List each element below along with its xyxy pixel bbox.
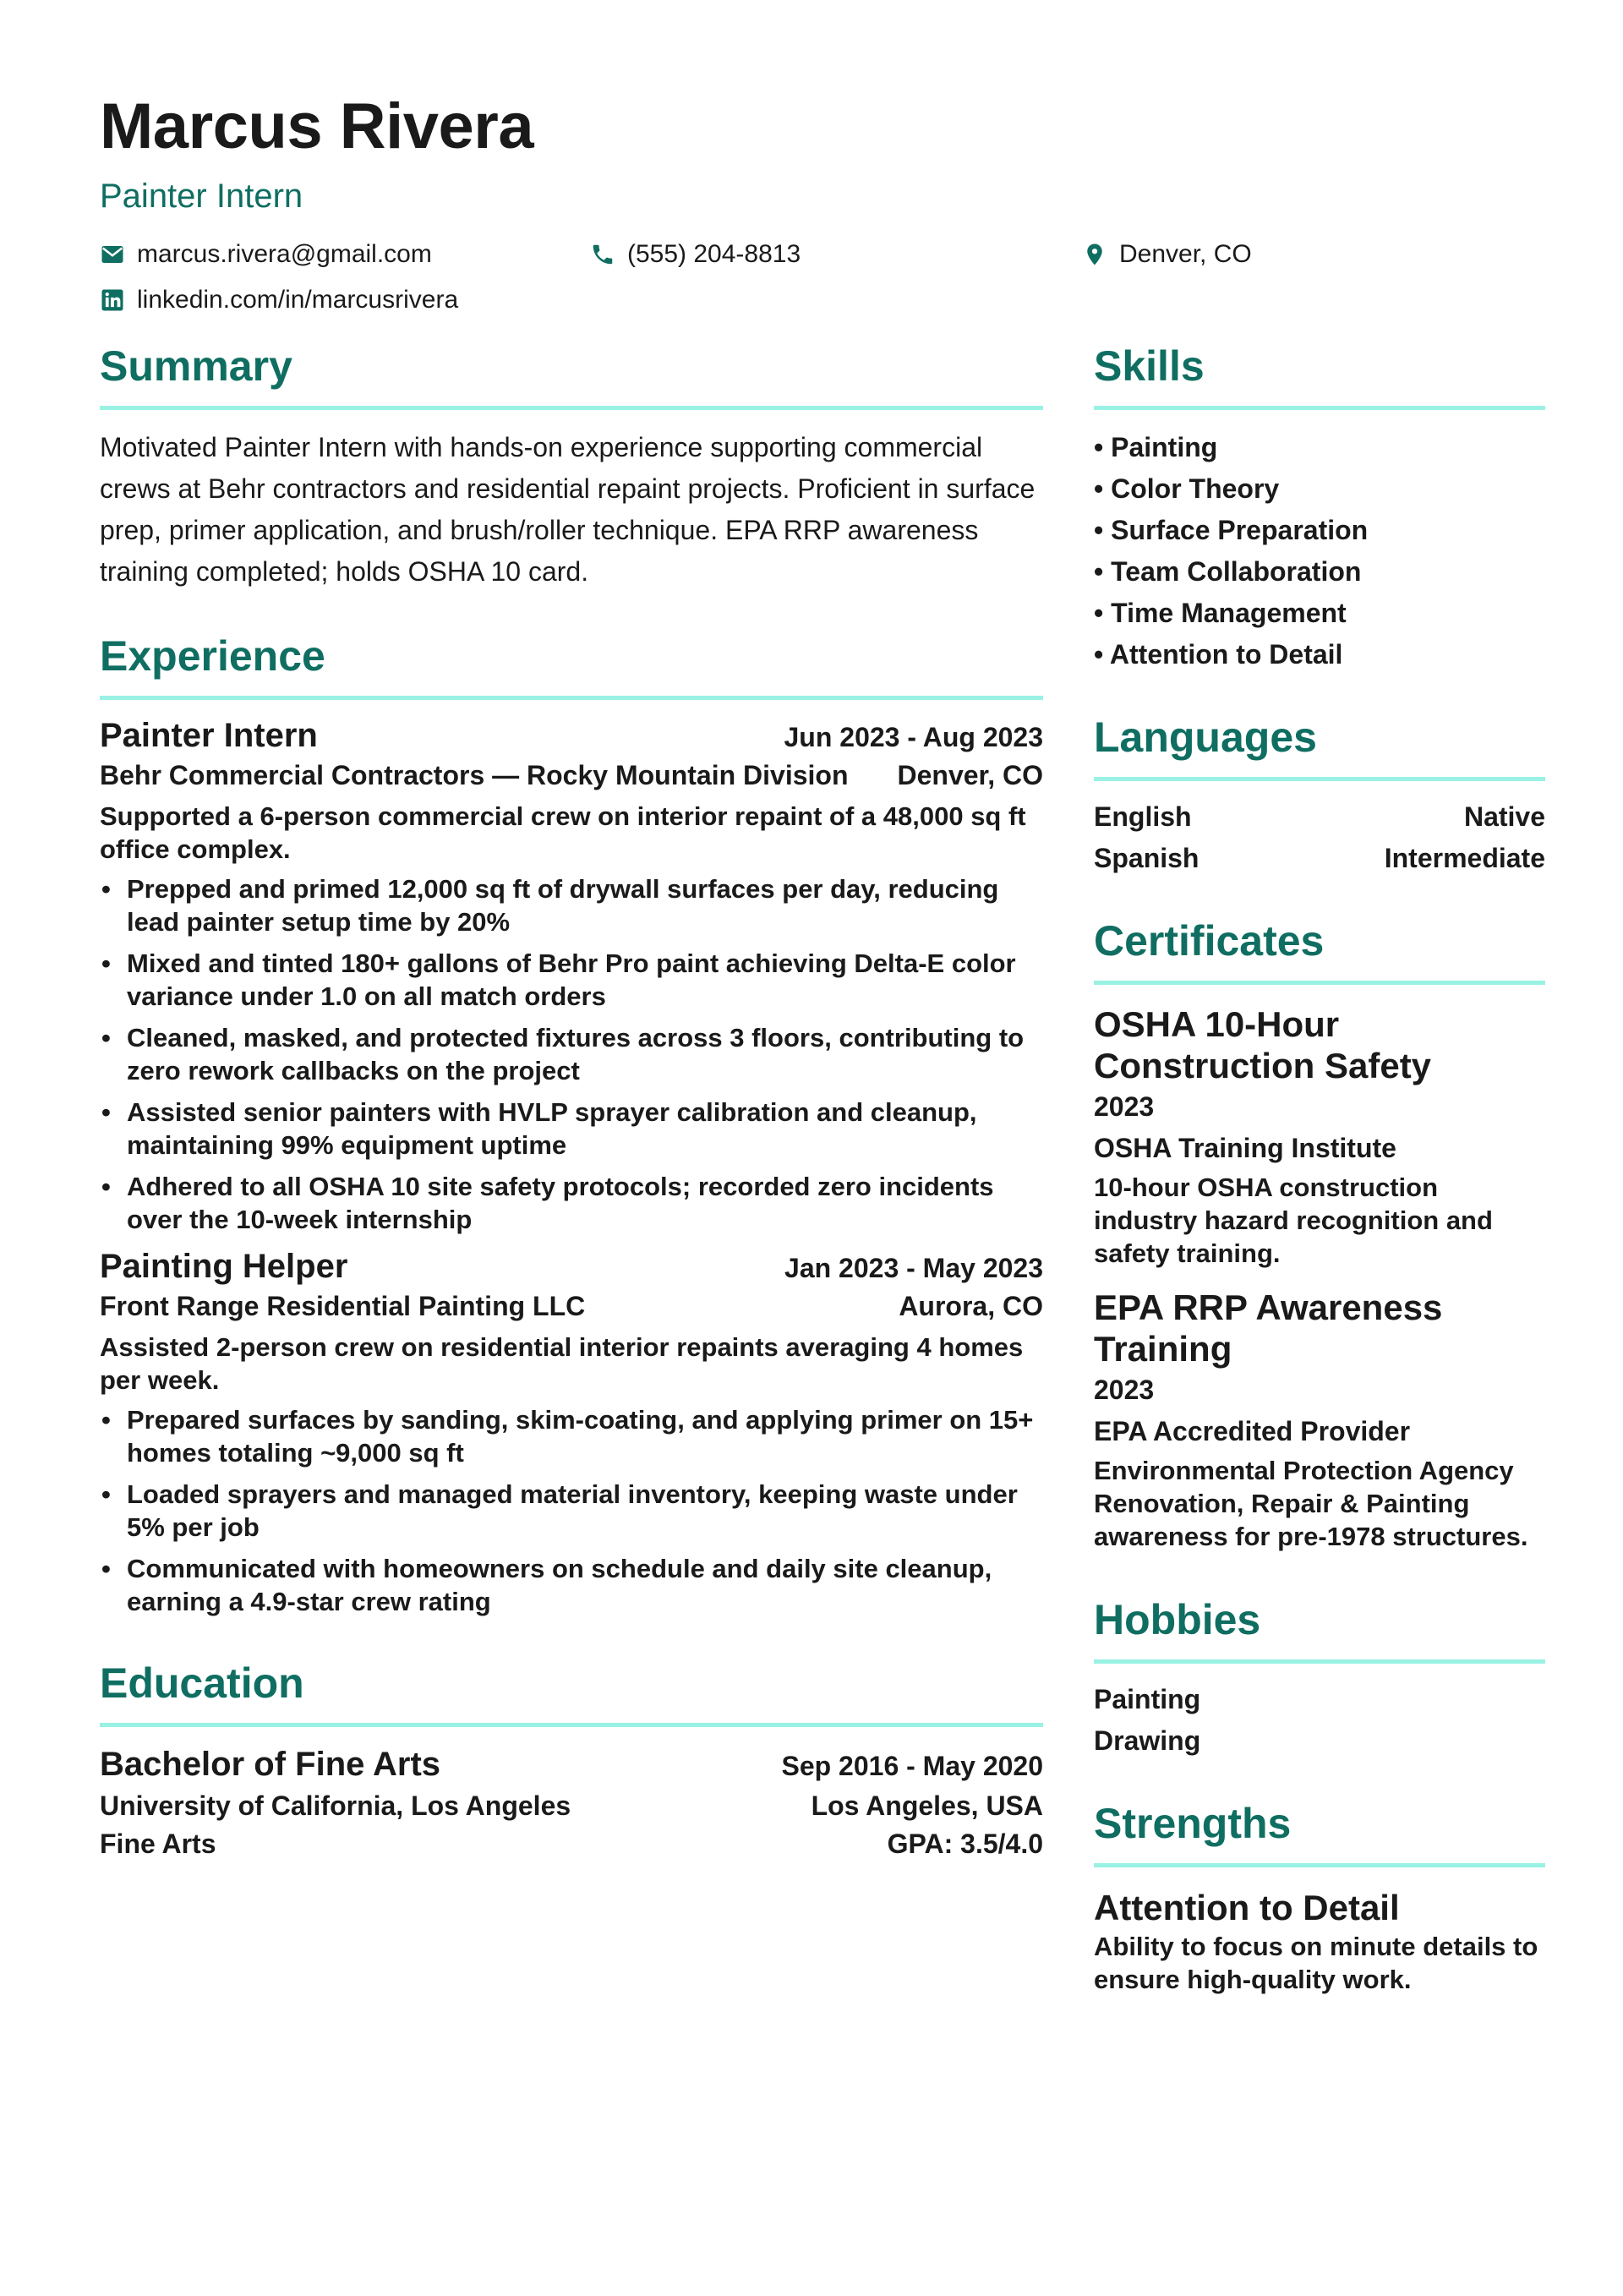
contact-info [100,227,1623,320]
language-item [1094,796,1545,838]
job-title: Painter Intern [100,717,318,754]
summary-section [100,342,1043,593]
job-description: Assisted 2-person crew on residential interior repaints averaging 4 homes per week. [100,1332,1024,1395]
email-contact[interactable] [100,240,432,269]
skill-item: • Surface Preparation [1094,515,1369,545]
job-location: Aurora, CO [899,1291,1043,1321]
certificate-description: 10-hour OSHA construction industry hazard recognition and safety training. [1094,1173,1493,1268]
education-section [100,1659,1043,1860]
job-bullet: • Prepped and primed 12,000 sq ft of drywall surfaces per day, reducing lead painter setup time by 20% [127,872,1043,938]
languages-heading: Languages [1094,716,1545,781]
education-entry [100,1746,1043,1860]
location-text: Denver, CO [1119,240,1252,268]
phone-icon [590,242,615,267]
strength-title: Attention to Detail [1094,1888,1400,1927]
skill-item: • Color Theory [1094,473,1280,504]
degree: Bachelor of Fine Arts [100,1746,441,1783]
certificate-year: 2023 [1094,1375,1155,1405]
linkedin-contact[interactable] [100,286,458,314]
job-bullet: • Cleaned, masked, and protected fixtures across 3 floors, contributing to zero rework callbacks on the project [127,1021,1043,1087]
job-dates: Jan 2023 - May 2023 [784,1253,1043,1283]
candidate-name: Marcus Rivera [100,90,534,162]
linkedin-icon [100,287,125,313]
field-of-study: Fine Arts [100,1829,216,1859]
job-bullet: • Communicated with homeowners on schedule and daily site cleanup, earning a 4.9-star crew rating [127,1552,1043,1618]
job-description: Supported a 6-person commercial crew on interior repaint of a 48,000 sq ft office complex. [100,801,1026,864]
envelope-icon [100,242,125,267]
certificate-issuer: EPA Accredited Provider [1094,1416,1411,1446]
language-name: English [1094,801,1192,832]
skills-heading: Skills [1094,345,1545,410]
job-dates: Jun 2023 - Aug 2023 [784,722,1043,752]
job-bullet: • Mixed and tinted 180+ gallons of Behr Pro paint achieving Delta-E color variance under 1.0 on all match orders [127,947,1043,1013]
summary-text: Motivated Painter Intern with hands-on experience supporting commercial crews at Behr contractors and residential repaint projects. Proficient in surface prep, primer application, and brush/roller technique. EPA RRP awareness training completed; holds OSHA 10 card. [100,432,1036,587]
certificate-issuer: OSHA Training Institute [1094,1133,1396,1163]
job-bullet: • Prepared surfaces by sanding, skim-coating, and applying primer on 15+ homes totaling ~9,000 sq ft [127,1403,1043,1469]
language-item [1094,838,1545,879]
school: University of California, Los Angeles [100,1790,571,1821]
certificate-name: EPA RRP Awareness Training [1094,1287,1443,1369]
hobbies-list [1094,1679,1545,1762]
job-bullet: • Assisted senior painters with HVLP sprayer calibration and cleanup, maintaining 99% equipment uptime [127,1096,1043,1162]
job-bullets [100,1403,1043,1618]
hobby-item: Painting [1094,1684,1201,1714]
certificate-item [1094,1003,1545,1270]
main-column [100,342,1043,1860]
strength-item [1094,1886,1545,1996]
sidebar-column [1094,342,1545,1996]
map-pin-icon [1082,242,1107,267]
education-dates: Sep 2016 - May 2020 [781,1751,1043,1781]
skills-section [1094,342,1545,675]
phone-text: (555) 204-8813 [627,240,801,268]
phone-contact[interactable] [590,240,801,269]
hobbies-heading: Hobbies [1094,1599,1545,1664]
certificates-section [1094,917,1545,1553]
strengths-section [1094,1802,1545,1996]
language-name: Spanish [1094,843,1199,873]
job-title: Painting Helper [100,1248,348,1285]
job-entry [100,1248,1043,1618]
education-heading: Education [100,1662,1043,1727]
language-level: Intermediate [1384,843,1545,873]
linkedin-text: linkedin.com/in/marcusrivera [137,286,459,314]
job-location: Denver, CO [897,760,1043,790]
certificate-description: Environmental Protection Agency Renovation, Repair & Painting awareness for pre-1978 structures. [1094,1456,1528,1551]
strengths-heading: Strengths [1094,1802,1545,1867]
location-contact [1082,240,1252,269]
email-text: marcus.rivera@gmail.com [137,240,432,268]
skill-item: • Team Collaboration [1094,556,1362,587]
gpa: GPA: 3.5/4.0 [887,1829,1043,1859]
certificate-item [1094,1287,1545,1553]
certificate-name: OSHA 10-Hour Construction Safety [1094,1004,1432,1085]
strength-description: Ability to focus on minute details to ensure high-quality work. [1094,1932,1538,1994]
job-bullets [100,872,1043,1236]
school-location: Los Angeles, USA [811,1790,1043,1821]
experience-heading: Experience [100,635,1043,700]
language-level: Native [1463,801,1545,832]
job-company: Front Range Residential Painting LLC [100,1291,586,1321]
hobby-item: Drawing [1094,1725,1201,1756]
job-company: Behr Commercial Contractors — Rocky Mountain Division [100,760,849,790]
job-bullet: • Adhered to all OSHA 10 site safety protocols; recorded zero incidents over the 10-week internship [127,1170,1043,1236]
skill-item: • Painting [1094,432,1218,462]
candidate-title: Painter Intern [100,178,303,215]
certificate-year: 2023 [1094,1091,1155,1122]
summary-heading: Summary [100,345,1043,410]
languages-section [1094,713,1545,879]
skill-item: • Attention to Detail [1094,639,1343,670]
languages-list [1094,796,1545,879]
job-bullet: • Loaded sprayers and managed material inventory, keeping waste under 5% per job [127,1478,1043,1544]
skills-list [1094,427,1545,675]
experience-section [100,632,1043,1618]
skill-item: • Time Management [1094,598,1347,628]
hobbies-section [1094,1596,1545,1762]
certificates-heading: Certificates [1094,920,1545,985]
job-entry [100,717,1043,1236]
